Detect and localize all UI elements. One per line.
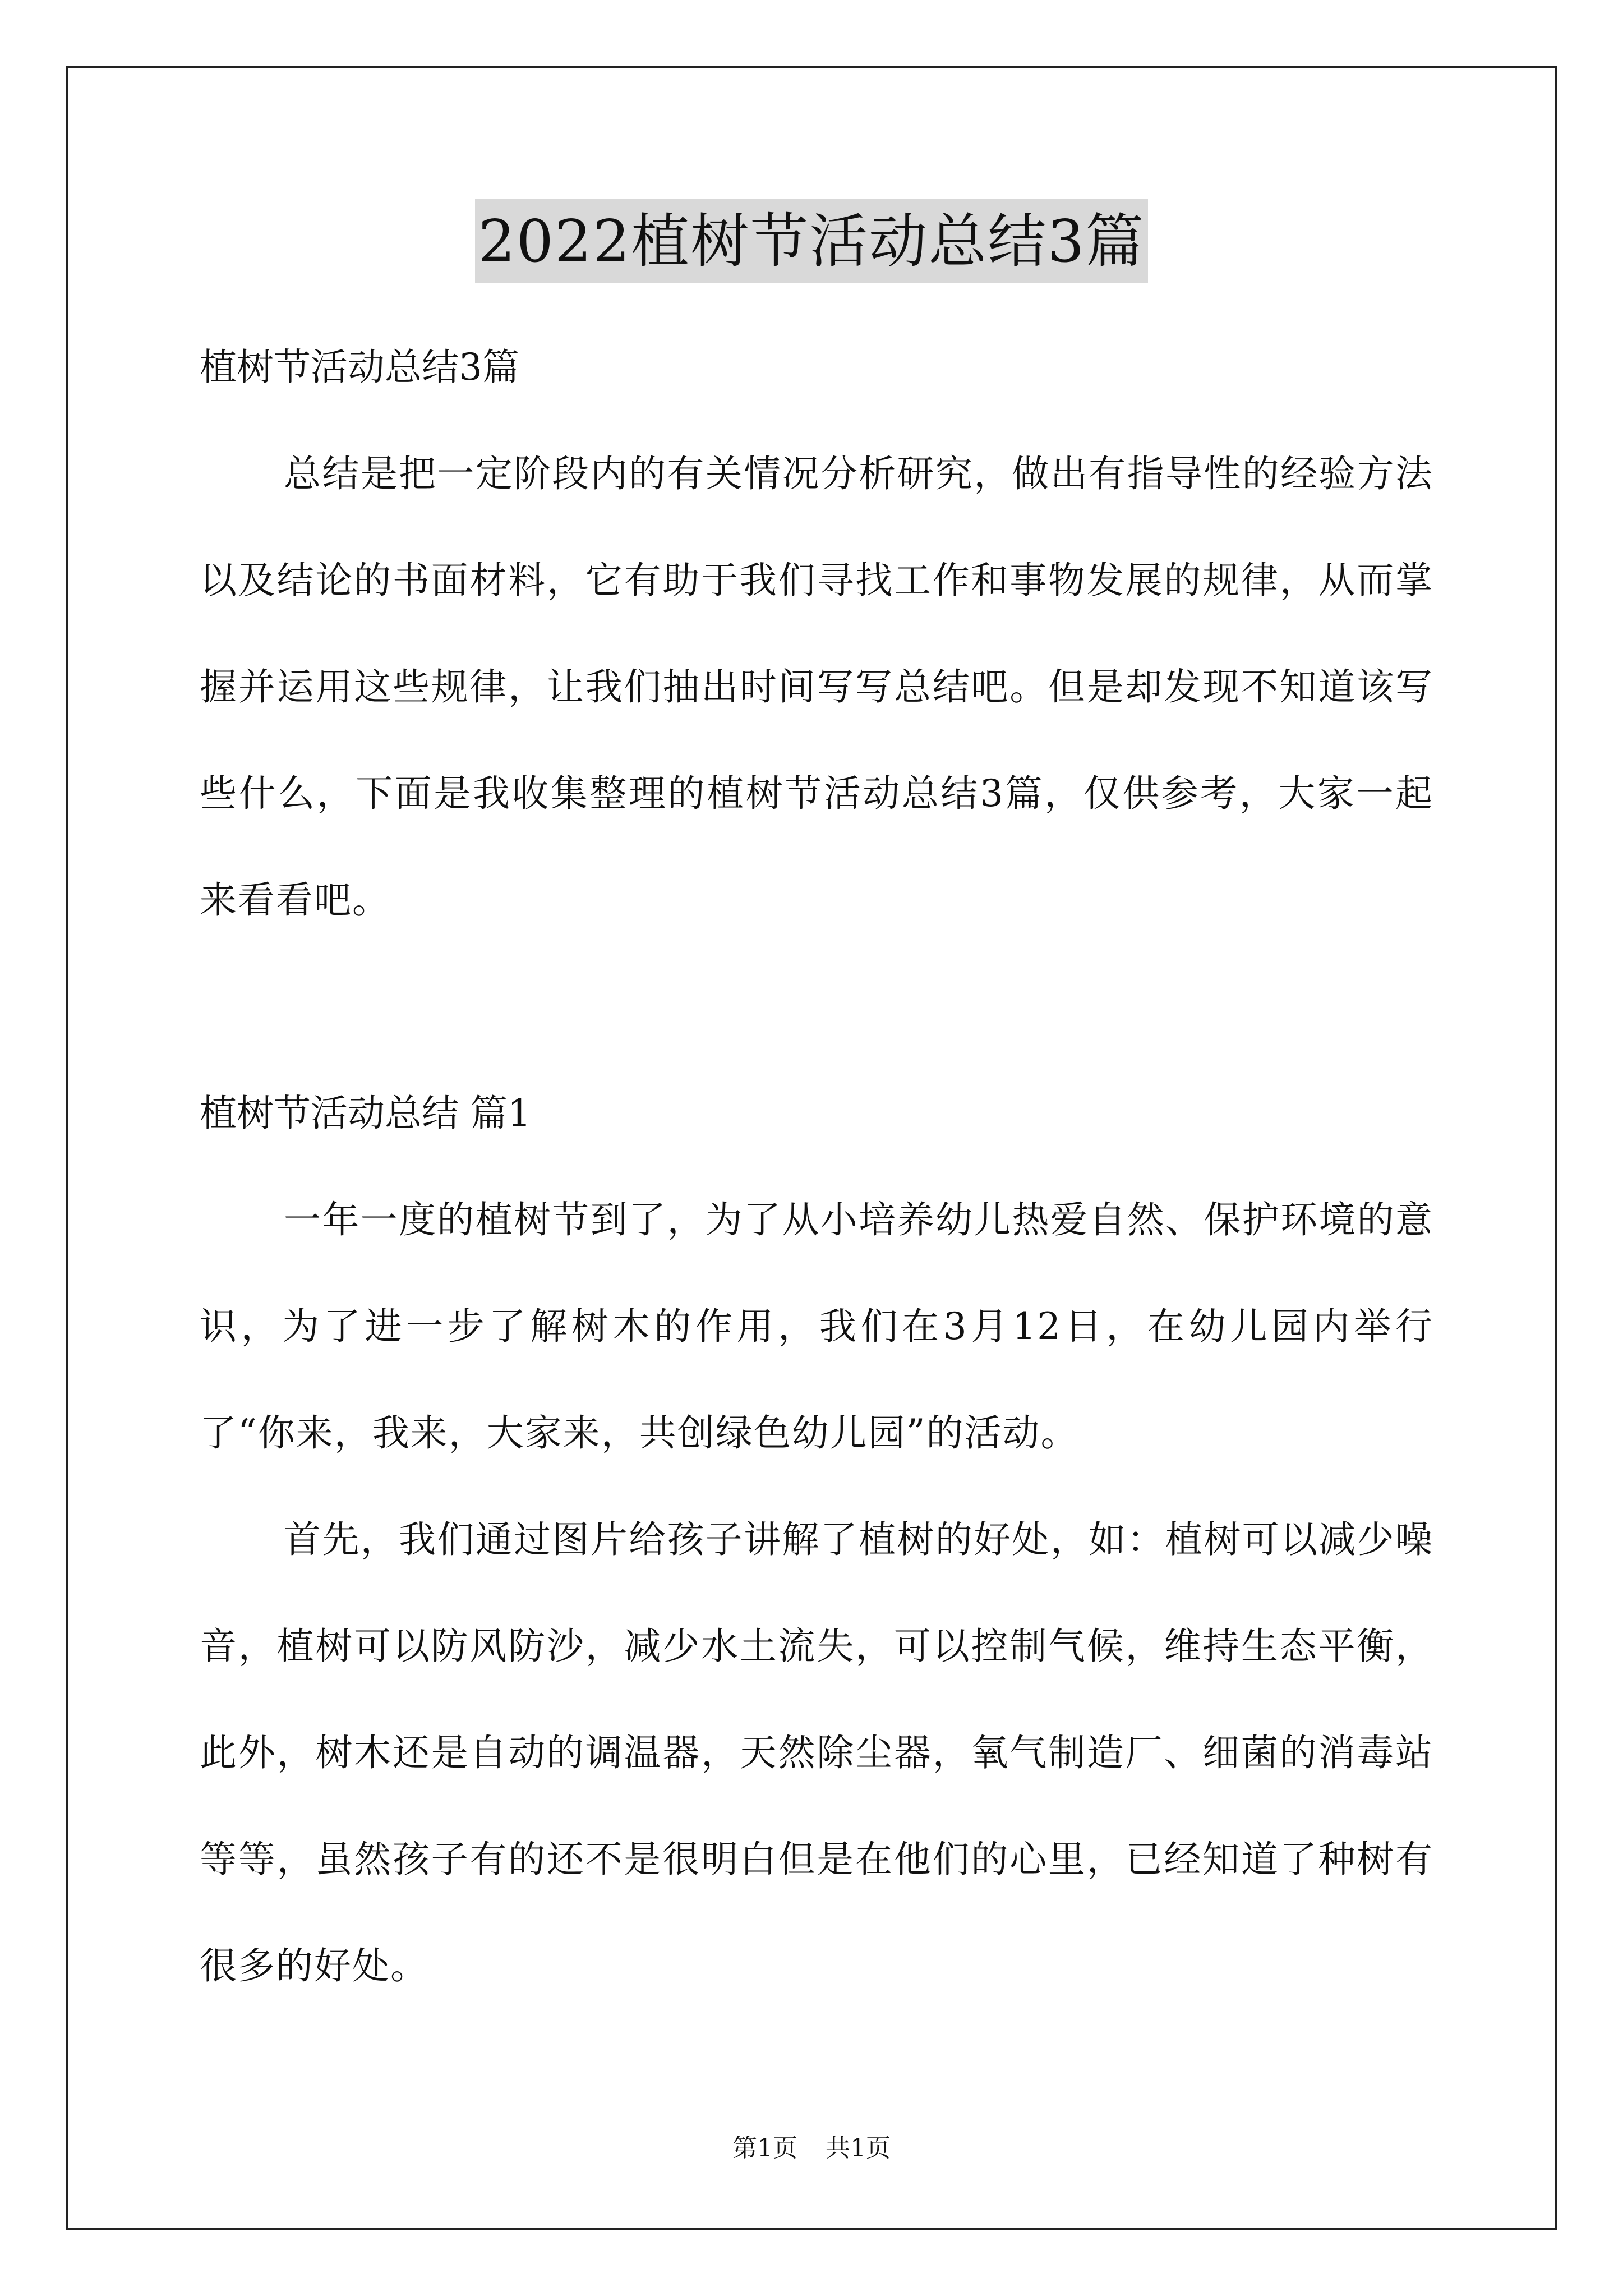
document-body	[200, 314, 1433, 2019]
section-spacer	[200, 954, 1433, 1060]
section1-paragraph-1: 一年一度的植树节到了，为了从小培养幼儿热爱自然、保护环境的意识，为了进一步了解树木的作用，我们在3月12日，在幼儿园内举行了“你来，我来，大家来，共创绿色幼儿园”的活动。	[200, 1198, 1433, 1455]
intro-heading: 植树节活动总结3篇	[200, 346, 519, 389]
document-title: 2022植树节活动总结3篇	[475, 199, 1149, 283]
intro-paragraph: 总结是把一定阶段内的有关情况分析研究，做出有指导性的经验方法以及结论的书面材料，它有助于我们寻找工作和事物发展的规律，从而掌握并运用这些规律，让我们抽出时间写写总结吧。但是却发现不知道该写些什么，下面是我收集整理的植树节活动总结3篇，仅供参考，大家一起来看看吧。	[200, 452, 1433, 922]
title-container	[0, 199, 1623, 283]
page-footer	[0, 2132, 1623, 2165]
page-number-total: 共1页	[826, 2134, 891, 2162]
page-number-current: 第1页	[732, 2134, 797, 2162]
section1-heading: 植树节活动总结 篇1	[200, 1092, 531, 1135]
section1-paragraph-2: 首先，我们通过图片给孩子讲解了植树的好处，如：植树可以减少噪音，植树可以防风防沙，减少水土流失，可以控制气候，维持生态平衡，此外，树木还是自动的调温器，天然除尘器，氧气制造厂、细菌的消毒站等等，虽然孩子有的还不是很明白但是在他们的心里，已经知道了种树有很多的好处。	[200, 1518, 1433, 1987]
